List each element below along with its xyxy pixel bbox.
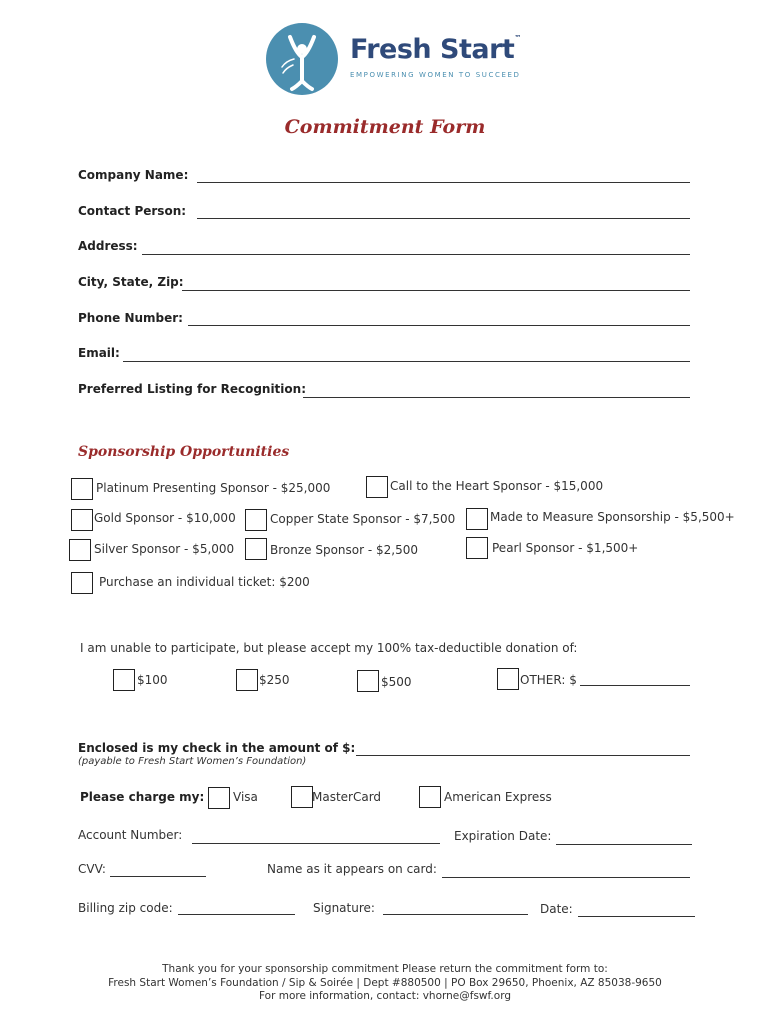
phone-number-label: Phone Number: [78,311,183,325]
preferred-listing-label: Preferred Listing for Recognition: [78,382,306,396]
expiration-date-field[interactable] [556,844,692,845]
ticket-label: Purchase an individual ticket: $200 [99,575,310,589]
company-name-label: Company Name: [78,168,189,182]
donation-500-checkbox[interactable] [357,670,379,692]
donation-intro: I am unable to participate, but please accept my 100% tax-deductible donation of: [80,641,578,655]
donation-100-label: $100 [137,673,168,687]
expiration-date-label: Expiration Date: [454,829,552,843]
email-label: Email: [78,346,120,360]
charge-label: Please charge my: [80,790,205,804]
bronze-label: Bronze Sponsor - $2,500 [270,543,419,557]
visa-checkbox[interactable] [208,787,230,809]
signature-field[interactable] [383,914,528,915]
brand-name: Fresh Start™ [350,34,521,65]
date-label: Date: [540,902,573,916]
gold-label: Gold Sponsor - $10,000 [94,511,236,525]
billing-zip-field[interactable] [178,914,295,915]
copper-checkbox[interactable] [245,509,267,531]
silver-label: Silver Sponsor - $5,000 [94,542,235,556]
cvv-field[interactable] [110,876,206,877]
heart-label: Call to the Heart Sponsor - $15,000 [390,479,604,493]
donation-other-amount-field[interactable] [580,685,690,686]
address-field[interactable] [142,254,690,255]
trademark-symbol: ™ [514,34,521,42]
address-label: Address: [78,239,138,253]
donation-500-label: $500 [381,675,412,689]
donation-other-checkbox[interactable] [497,668,519,690]
platinum-checkbox[interactable] [71,478,93,500]
ticket-checkbox[interactable] [71,572,93,594]
donation-250-checkbox[interactable] [236,669,258,691]
donation-100-checkbox[interactable] [113,669,135,691]
visa-label: Visa [233,790,258,804]
date-field[interactable] [578,916,695,917]
donation-250-label: $250 [259,673,290,687]
name-on-card-label: Name as it appears on card: [267,862,437,876]
mastercard-checkbox[interactable] [291,786,313,808]
company-name-field[interactable] [197,182,690,183]
account-number-field[interactable] [192,843,440,844]
platinum-label: Platinum Presenting Sponsor - $25,000 [96,481,331,495]
brand-tagline: EMPOWERING WOMEN TO SUCCEED [350,71,521,79]
footer-contact: For more information, contact: vhorne@fswf.org [258,990,511,1002]
account-number-label: Account Number: [78,828,183,842]
silver-checkbox[interactable] [69,539,91,561]
mastercard-label: MasterCard [312,790,382,804]
heart-checkbox[interactable] [366,476,388,498]
gold-checkbox[interactable] [71,509,93,531]
billing-zip-label: Billing zip code: [78,901,173,915]
name-on-card-field[interactable] [442,877,690,878]
contact-person-label: Contact Person: [78,204,187,218]
city-state-zip-label: City, State, Zip: [78,275,184,289]
measure-checkbox[interactable] [466,508,488,530]
phone-number-field[interactable] [188,325,690,326]
bronze-checkbox[interactable] [245,538,267,560]
logo-emblem [266,23,338,95]
footer-thanks: Thank you for your sponsorship commitment Please return the commitment form to: [162,963,608,975]
copper-label: Copper State Sponsor - $7,500 [270,512,456,526]
check-amount-label: Enclosed is my check in the amount of $: [78,741,356,755]
pearl-label: Pearl Sponsor - $1,500+ [492,541,639,555]
cvv-label: CVV: [78,862,106,876]
city-state-zip-field[interactable] [182,290,690,291]
check-amount-field[interactable] [356,755,690,756]
donation-other-label: OTHER: $ [520,673,577,687]
form-title: Commitment Form [284,116,486,138]
signature-label: Signature: [313,901,375,915]
preferred-listing-field[interactable] [303,397,690,398]
contact-person-field[interactable] [197,218,690,219]
woman-raising-arms-icon [266,23,338,95]
email-field[interactable] [123,361,690,362]
amex-label: American Express [444,790,552,804]
payable-note: (payable to Fresh Start Women’s Foundation) [78,756,307,767]
footer-address: Fresh Start Women’s Foundation / Sip & Soirée | Dept #880500 | PO Box 29650, Phoenix, AZ 85038-9650 [108,977,662,989]
amex-checkbox[interactable] [419,786,441,808]
sponsorship-title: Sponsorship Opportunities [78,444,290,460]
pearl-checkbox[interactable] [466,537,488,559]
measure-label: Made to Measure Sponsorship - $5,500+ [490,510,735,524]
